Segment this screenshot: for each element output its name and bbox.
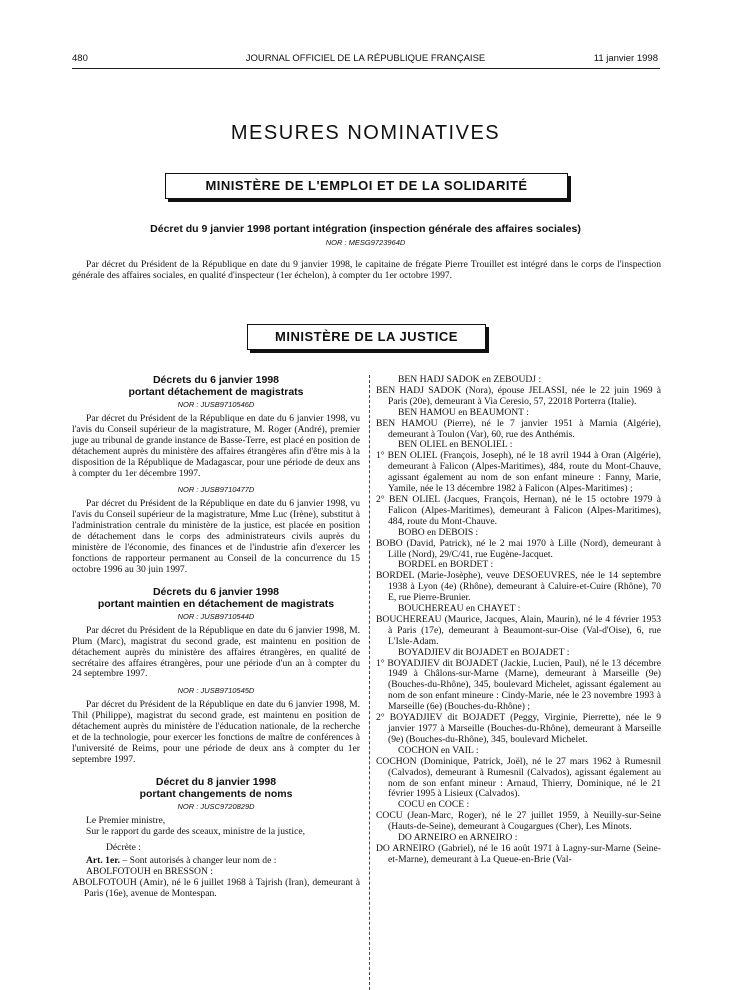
nor-reference: NOR : JUSB9710546D	[177, 400, 255, 409]
left-column	[72, 374, 360, 900]
header-rule	[72, 68, 660, 69]
ministry-justice-box	[247, 324, 486, 350]
decree-detachement-title	[72, 374, 360, 398]
decree-paragraph: Par décret du Président de la République en date du 6 janvier 1998, vu l'avis du Conseil supérieur de la magistrature, Mme Luc (Irène), substitut à l'administration centrale du ministère de la justice, est placée en position de détachement dans le corps des administrateurs civils auprès du ministère de l'économie, des finances et de l'industrie afin d'exercer les fonctions de rapporteur permanent au Conseil de la concurrence du 15 octobre 1996 au 30 juin 1997.	[72, 498, 360, 575]
decree-title-line: portant changements de noms	[139, 787, 293, 800]
article-text: – Sont autorisés à changer leur nom de :	[120, 855, 277, 867]
decree-paragraph: Par décret du Président de la République en date du 6 janvier 1998, M. Thil (Philippe), magistrat du second grade, est maintenu en position de détachement auprès du ministère de l'éducation nationale, de la recherche et de la technologie, pour exercer les fonctions de maître de conférences à l'université de Reims, pour une période de deux ans à compter du 1er septembre 1997.	[72, 699, 360, 765]
name-change-entry: BEN HAMOU (Pierre), né le 7 janvier 1951 à Marnia (Algérie), demeurant à Toulon (Var), 60, rue des Anthémis.	[376, 417, 661, 440]
issue-date: 11 janvier 1998	[593, 53, 658, 64]
name-change-entry: 2° BEN OLIEL (Jacques, François, Hernan), né le 15 octobre 1979 à Falicon (Alpes-Maritimes), demeurant à Falicon (Alpes-Maritimes), 484, route du Mont-Chauve.	[376, 493, 661, 527]
page-number: 480	[72, 53, 88, 64]
decree-integration-title: Décret du 9 janvier 1998 portant intégration (inspection générale des affaires sociales)	[150, 223, 581, 235]
name-change-heading: BEN OLIEL en BENOLIEL :	[398, 439, 513, 451]
name-change-heading: COCHON en VAIL :	[398, 744, 479, 756]
name-change-entry: DO ARNEIRO (Gabriel), né le 16 août 1971 à Lagny-sur-Marne (Seine-et-Marne), demeurant à La Queue-en-Brie (Val-	[376, 842, 661, 865]
name-change-entry: COCHON (Dominique, Patrick, Joël), né le 27 mars 1962 à Rumesnil (Calvados), demeurant à Rumesnil (Calvados), agissant également au nom de son enfant mineur : Arnaud, Thierry, Dominique, né le 21 février 1995 à Lisieux (Calvados).	[376, 755, 661, 800]
name-change-heading: BEN HAMOU en BEAUMONT :	[398, 406, 529, 418]
ministry-emploi-name: MINISTÈRE DE L'EMPLOI ET DE LA SOLIDARITÉ	[205, 178, 528, 193]
name-change-entry: 2° BOYADJIEV dit BOJADET (Peggy, Virginie, Pierrette), née le 9 janvier 1977 à Marseille (Bouches-du-Rhône), demeurant à Marseille (9e) (Bouches-du-Rhône), 345, boulevard Michelet.	[376, 712, 661, 745]
name-change-entry: BOBO (David, Patrick), né le 2 mai 1970 à Lille (Nord), demeurant à Lille (Nord), 29/C/41, rue Eugène-Jacquet.	[376, 537, 661, 560]
decree-paragraph: Par décret du Président de la République en date du 6 janvier 1998, M. Plum (Marc), magistrat du second grade, est maintenu en position de détachement auprès du ministère des affaires étrangères, en qualité de secrétaire des affaires étrangères, pour une période d'un an à compter du 24 septembre 1997.	[72, 624, 360, 680]
name-change-heading: BEN HADJ SADOK en ZEBOUDJ :	[398, 374, 542, 385]
decree-integration-nor: NOR : MESG9723964D	[325, 238, 406, 247]
decree-paragraph: Par décret du Président de la République en date du 6 janvier 1998, vu l'avis du Conseil supérieur de la magistrature, M. Roger (André), premier juge au tribunal de grande instance de Basse-Terre, est placé en position de détachement auprès du ministère des affaires étrangères afin d'être mis à la disposition de la République de Madagascar, pour une période de deux ans à compter du 1er décembre 1997.	[72, 413, 360, 479]
name-change-heading: DO ARNEIRO en ARNEIRO :	[398, 832, 518, 844]
column-separator	[369, 375, 370, 990]
name-change-entry: 1° BOYADJIEV dit BOJADET (Jackie, Lucien, Paul), né le 13 décembre 1949 à Châlons-sur-Marne (Marne), demeurant à Marseille (9e) (Bouches-du-Rhône), 345, boulevard Michelet, agissant également au nom de son enfant mineure : Cindy-Marie, née le 23 novembre 1993 à Marseille (6e) (Bouches-du-Rhône) ;	[376, 657, 661, 713]
name-change-heading: BOBO en DEBOIS :	[398, 526, 479, 538]
name-change-entry: BOUCHEREAU (Maurice, Jacques, Alain, Maurin), né le 4 février 1953 à Paris (17e), demeurant à Beaumont-sur-Oise (Val-d'Oise), 6, rue L'Isle-Adam.	[376, 613, 661, 647]
name-change-heading: COCU en COCE :	[398, 799, 470, 811]
premier-ministre: Le Premier ministre,	[86, 814, 166, 826]
ministry-emploi-box	[165, 173, 568, 199]
right-column	[376, 375, 661, 866]
decree-noms-title	[72, 776, 360, 800]
name-change-entry: ABOLFOTOUH (Amir), né le 6 juillet 1968 à Tajrish (Iran), demeurant à Paris (16e), avenue de Montespan.	[72, 877, 360, 900]
decree-maintien-title	[72, 586, 360, 610]
decrete-line: Décrète :	[106, 841, 141, 853]
name-change-entry: COCU (Jean-Marc, Roger), né le 27 juillet 1959, à Neuilly-sur-Seine (Hauts-de-Seine), demeurant à Cougargues (Cher), Les Minots.	[376, 810, 661, 833]
decree-integration-text: Par décret du Président de la République en date du 9 janvier 1998, le capitaine de frégate Pierre Trouillet est intégré dans le corps de l'inspection générale des affaires sociales, en qualité d'inspecteur (1er échelon), à compter du 1er octobre 1997.	[72, 259, 661, 281]
nor-reference: NOR : JUSC9720829D	[177, 801, 255, 811]
name-change-heading: BORDEL en BORDET :	[398, 559, 494, 571]
decree-title-line: portant maintien en détachement de magistrats	[97, 597, 335, 610]
name-change-entry: BEN HADJ SADOK (Nora), épouse JELASSI, née le 22 juin 1969 à Paris (20e), demeurant à Via Ceresio, 57, 22018 Porterra (Italie).	[376, 384, 661, 407]
rapport-line: Sur le rapport du garde des sceaux, ministre de la justice,	[86, 825, 305, 837]
section-title: MESURES NOMINATIVES	[230, 122, 501, 144]
name-change-heading: BOYADJIEV dit BOJADET en BOJADET :	[398, 646, 570, 658]
name-change-heading: ABOLFOTOUH en BRESSON :	[86, 866, 213, 878]
name-change-entry: BORDEL (Marie-Josèphe), veuve DESOEUVRES, née le 14 septembre 1938 à Lyon (4e) (Rhône), demeurant à Caluire-et-Cuire (Rhône), 70 E, rue Pierre-Brunier.	[376, 570, 661, 604]
ministry-justice-name: MINISTÈRE DE LA JUSTICE	[275, 329, 458, 344]
decree-title-line: Décret du 8 janvier 1998	[155, 775, 277, 788]
decree-title-line: portant détachement de magistrats	[128, 386, 304, 398]
decree-title-line: Décrets du 6 janvier 1998	[152, 585, 280, 598]
nor-reference: NOR : JUSB9710544D	[177, 611, 255, 621]
nor-reference: NOR : JUSB9710477D	[177, 485, 255, 495]
name-change-heading: BOUCHEREAU en CHAYET :	[398, 603, 521, 615]
article-label: Art. 1er.	[86, 855, 121, 867]
nor-reference: NOR : JUSB9710545D	[177, 686, 255, 696]
journal-title: JOURNAL OFFICIEL DE LA RÉPUBLIQUE FRANÇAISE	[245, 53, 486, 64]
decree-title-line: Décrets du 6 janvier 1998	[152, 374, 280, 386]
name-change-entry: 1° BEN OLIEL (François, Joseph), né le 18 avril 1944 à Oran (Algérie), demeurant à Falicon (Alpes-Maritimes), 484, route du Mont-Chauve, agissant également au nom de son enfant mineure : Fanny, Marie, Yamile, née le 13 décembre 1982 à Falicon (Alpes-Maritimes) ;	[376, 450, 661, 495]
